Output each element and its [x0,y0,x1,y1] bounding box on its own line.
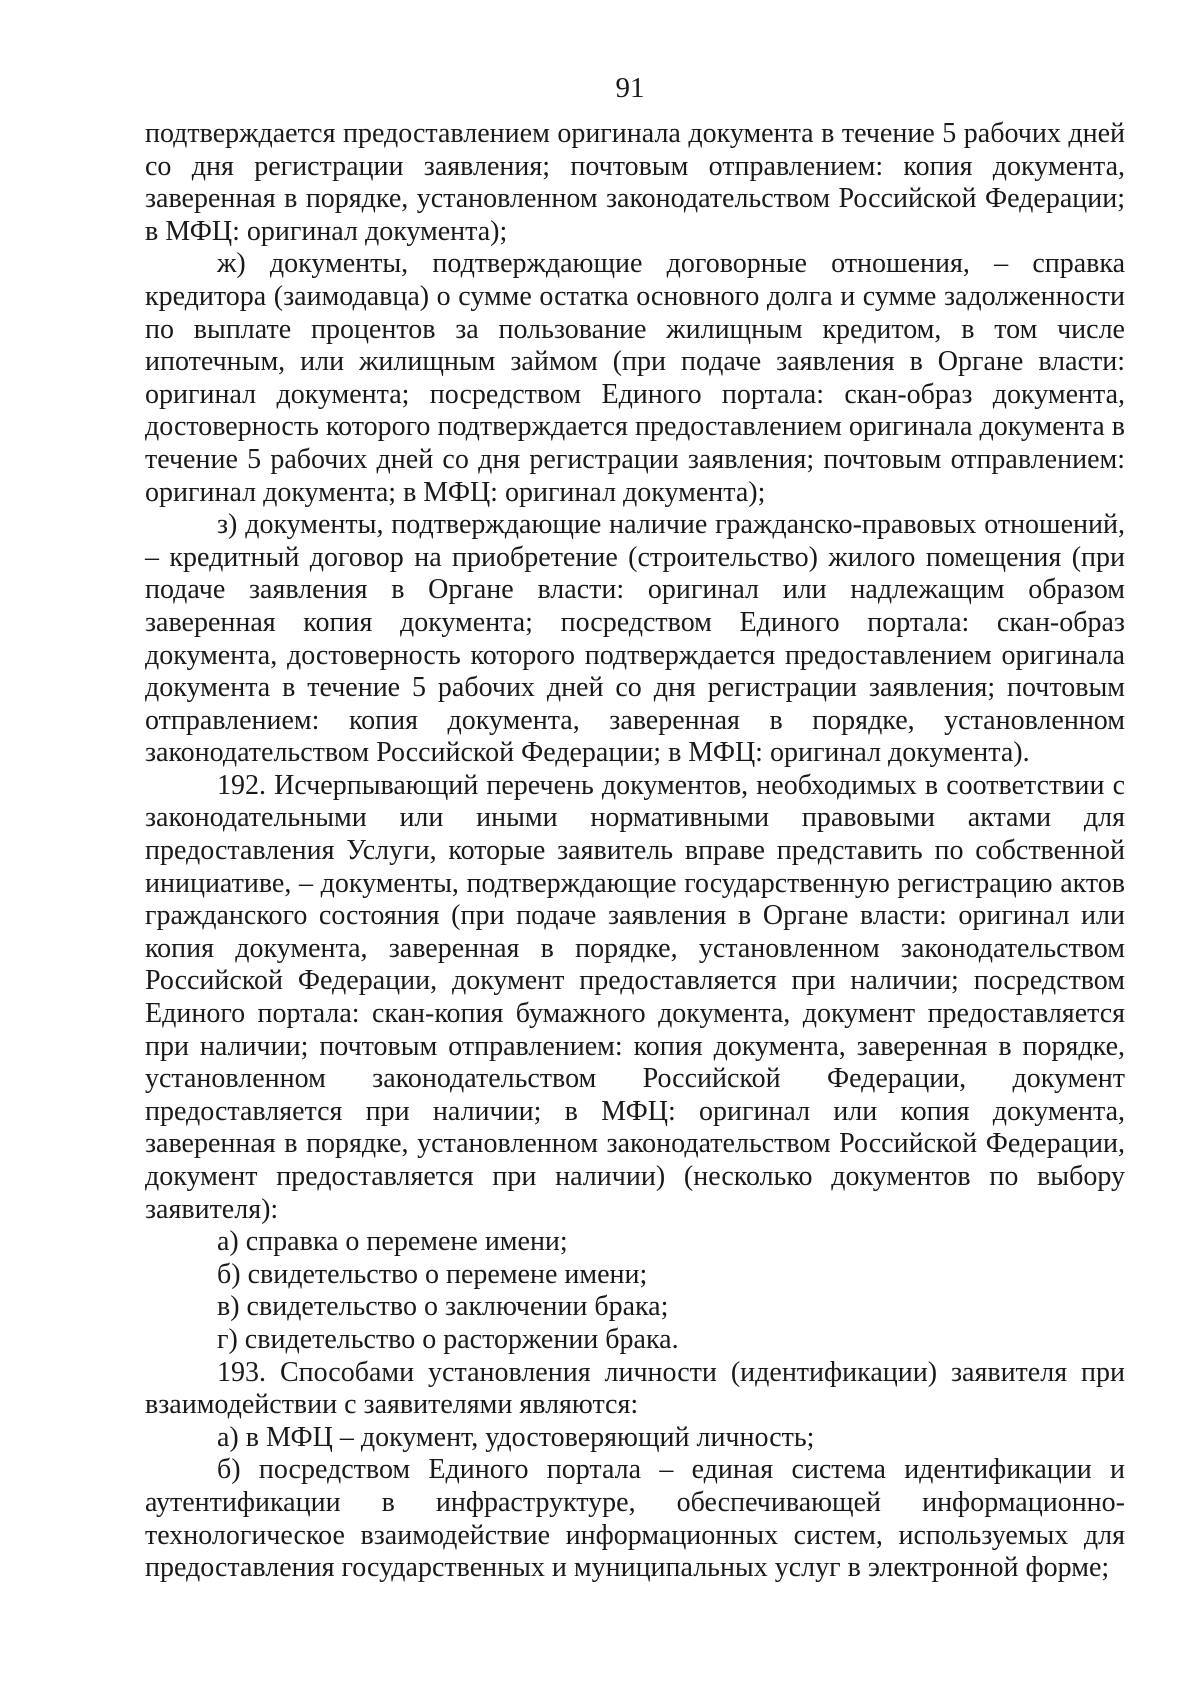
paragraph-192: 192. Исчерпывающий перечень документов, необходимых в соответствии с законодательными или иными нормативными правовыми актами для предоставления Услуги, которые заявитель вправе представить по собственной инициативе, – документы, подтверждающие государственную регистрацию актов гражданского состояния (при подаче заявления в Органе власти: оригинал или копия документа, заверенная в порядке, установленном законодательством Российской Федерации, документ предоставляется при наличии; посредством Единого портала: скан-копия бумажного документа, документ предоставляется при наличии; почтовым отправлением: копия документа, заверенная в порядке, установленном законодательством Российской Федерации, документ предоставляется при наличии; в МФЦ: оригинал или копия документа, заверенная в порядке, установленном законодательством Российской Федерации, документ предоставляется при наличии) (несколько документов по выбору заявителя): [145,769,1125,1225]
list-item-a: а) справка о перемене имени; [217,1226,568,1258]
paragraph-item-zh: ж) документы, подтверждающие договорные отношения, – справка кредитора (заимодавца) о сумме остатка основного долга и сумме задолженности по выплате процентов за пользование жилищным кредитом, в том числе ипотечным, или жилищным займом (при подаче заявления в Органе власти: оригинал документа; посредством Единого портала: скан-образ документа, достоверность которого подтверждается предоставлением оригинала документа в течение 5 рабочих дней со дня регистрации заявления; почтовым отправлением: оригинал документа; в МФЦ: оригинал документа); [145,248,1125,508]
list-item-v: в) свидетельство о заключении брака; [217,1291,669,1323]
paragraph-193: 193. Способами установления личности (идентификации) заявителя при взаимодействии с заявителями являются: [145,1356,1125,1421]
list-item-g: г) свидетельство о расторжении брака. [217,1323,679,1355]
page-number: 91 [615,72,645,104]
list-item-b: б) свидетельство о перемене имени; [217,1258,648,1290]
list-item-193-b: б) посредством Единого портала – единая система идентификации и аутентификации в инфраструктуре, обеспечивающей информационно-технологическое взаимодействие информационных систем, используемых для предоставления государственных и муниципальных услуг в электронной форме; [145,1454,1125,1584]
paragraph-item-z: з) документы, подтверждающие наличие гражданско-правовых отношений, – кредитный договор на приобретение (строительство) жилого помещения (при подаче заявления в Органе власти: оригинал или надлежащим образом заверенная копия документа; посредством Единого портала: скан-образ документа, достоверность которого подтверждается предоставлением оригинала документа в течение 5 рабочих дней со дня регистрации заявления; почтовым отправлением: копия документа, заверенная в порядке, установленном законодательством Российской Федерации; в МФЦ: оригинал документа). [145,509,1125,769]
list-item-193-a: а) в МФЦ – документ, удостоверяющий личность; [217,1421,815,1453]
paragraph-continuation: подтверждается предоставлением оригинала документа в течение 5 рабочих дней со дня регистрации заявления; почтовым отправлением: копия документа, заверенная в порядке, установленном законодательством Российской Федерации; в МФЦ: оригинал документа); [145,118,1125,247]
document-body [145,118,1125,1585]
